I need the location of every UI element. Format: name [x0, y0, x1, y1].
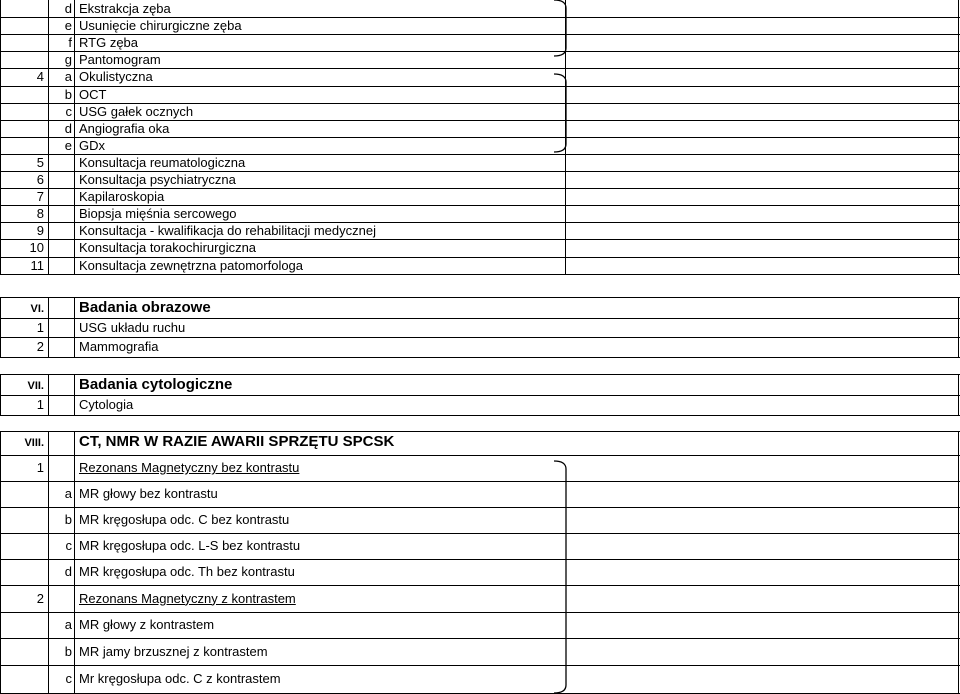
- column-divider: [48, 0, 49, 274]
- row-label: Kapilaroskopia: [79, 189, 165, 205]
- table-rule: [0, 585, 960, 586]
- table-rule: [0, 257, 960, 258]
- table-rule: [0, 357, 960, 358]
- row-letter: a: [64, 617, 72, 632]
- row-letter: g: [64, 52, 72, 68]
- section-title: CT, NMR W RAZIE AWARII SPRZĘTU SPCSK: [79, 433, 395, 450]
- row-number: 2: [36, 590, 44, 606]
- right-brace-mri: [552, 460, 572, 694]
- section-top-rule: [0, 431, 960, 432]
- column-divider: [958, 374, 959, 415]
- row-number: 4: [36, 69, 44, 85]
- column-divider: [958, 297, 959, 357]
- table-rule: [0, 68, 960, 69]
- row-number: 9: [36, 223, 44, 239]
- table-rule: [0, 337, 960, 338]
- row-number: 2: [36, 339, 44, 354]
- table-rule: [0, 239, 960, 240]
- row-number: 10: [29, 240, 44, 256]
- table-rule: [0, 395, 960, 396]
- row-letter: e: [64, 18, 72, 34]
- row-letter: b: [64, 86, 72, 102]
- row-letter: c: [65, 103, 72, 119]
- row-label: Konsultacja zewnętrzna patomorfologa: [79, 257, 304, 273]
- row-label: MR kręgosłupa odc. Th bez kontrastu: [79, 564, 295, 579]
- column-divider: [0, 431, 1, 693]
- table-rule: [0, 51, 960, 52]
- row-label: Konsultacja torakochirurgiczna: [79, 240, 257, 256]
- row-label: Rezonans Magnetyczny bez kontrastu: [79, 460, 300, 475]
- column-divider: [48, 297, 49, 357]
- column-divider: [958, 431, 959, 693]
- row-label: Ekstrakcja zęba: [79, 1, 171, 16]
- column-divider: [74, 374, 75, 415]
- row-label: Cytologia: [79, 397, 134, 412]
- row-letter: c: [65, 538, 72, 553]
- row-label: MR głowy z kontrastem: [79, 617, 215, 632]
- row-label: Konsultacja - kwalifikacja do rehabilitacji medycznej: [79, 223, 376, 239]
- row-letter: e: [64, 137, 72, 153]
- row-number: 1: [36, 397, 44, 412]
- row-letter: d: [64, 120, 72, 136]
- table-rule: [0, 481, 960, 482]
- row-label: MR jamy brzusznej z kontrastem: [79, 643, 268, 659]
- row-number: 6: [36, 172, 44, 187]
- row-label: Mr kręgosłupa odc. C z kontrastem: [79, 671, 281, 686]
- table-rule: [0, 665, 960, 666]
- column-divider: [0, 374, 1, 415]
- column-divider: [958, 0, 959, 274]
- row-number: 7: [36, 189, 44, 205]
- column-divider: [74, 431, 75, 693]
- row-letter: b: [64, 643, 72, 659]
- table-rule: [0, 222, 960, 223]
- row-label: Okulistyczna: [79, 69, 153, 85]
- table-rule: [0, 34, 960, 35]
- table-rule: [0, 205, 960, 206]
- row-label: Konsultacja reumatologiczna: [79, 154, 246, 170]
- row-letter: d: [64, 1, 72, 16]
- table-rule: [0, 120, 960, 121]
- row-letter: a: [64, 69, 72, 85]
- table-rule: [0, 137, 960, 138]
- table-rule: [0, 86, 960, 87]
- section-top-rule: [0, 374, 960, 375]
- right-brace-ophthalmology: [552, 73, 572, 153]
- row-number: 5: [36, 154, 44, 170]
- row-number: 1: [36, 460, 44, 475]
- row-label: USG układu ruchu: [79, 319, 186, 335]
- column-divider: [48, 431, 49, 693]
- row-number: 11: [30, 257, 44, 273]
- section-top-rule: [0, 297, 960, 298]
- table-rule: [0, 455, 960, 456]
- table-rule: [0, 533, 960, 534]
- section-roman: VII.: [27, 380, 44, 392]
- row-label: Mammografia: [79, 339, 159, 354]
- row-label: MR kręgosłupa odc. L-S bez kontrastu: [79, 538, 301, 553]
- table-rule: [0, 638, 960, 639]
- row-letter: a: [64, 486, 72, 501]
- row-label: USG gałek ocznych: [79, 103, 194, 119]
- right-brace-dental: [552, 0, 572, 57]
- row-number: 8: [36, 206, 44, 222]
- column-divider: [0, 297, 1, 357]
- row-label: OCT: [79, 86, 107, 102]
- row-label: Rezonans Magnetyczny z kontrastem: [79, 590, 296, 606]
- row-label: RTG zęba: [79, 35, 139, 51]
- row-letter: b: [64, 512, 72, 527]
- table-rule: [0, 612, 960, 613]
- section-title: Badania cytologiczne: [79, 376, 233, 393]
- row-label: MR kręgosłupa odc. C bez kontrastu: [79, 512, 290, 527]
- row-label: Usunięcie chirurgiczne zęba: [79, 18, 242, 34]
- table-rule: [0, 415, 960, 416]
- row-letter: d: [64, 564, 72, 579]
- column-divider: [48, 374, 49, 415]
- section-roman: VIII.: [24, 437, 44, 449]
- row-label: MR głowy bez kontrastu: [79, 486, 218, 501]
- table-rule: [0, 17, 960, 18]
- table-rule: [0, 274, 960, 275]
- table-rule: [0, 507, 960, 508]
- table-rule: [0, 188, 960, 189]
- row-label: Biopsja mięśnia sercowego: [79, 206, 237, 222]
- table-rule: [0, 559, 960, 560]
- row-label: Konsultacja psychiatryczna: [79, 172, 236, 187]
- section-roman: VI.: [30, 303, 44, 315]
- row-letter: c: [65, 671, 72, 686]
- table-rule: [0, 103, 960, 104]
- row-letter: f: [68, 35, 72, 51]
- table-rule: [0, 154, 960, 155]
- table-rule: [0, 171, 960, 172]
- row-label: Pantomogram: [79, 52, 161, 68]
- row-label: Angiografia oka: [79, 120, 170, 136]
- column-divider: [74, 0, 75, 274]
- row-label: GDx: [79, 137, 105, 153]
- column-divider: [0, 0, 1, 274]
- row-number: 1: [36, 319, 44, 335]
- column-divider: [74, 297, 75, 357]
- section-title: Badania obrazowe: [79, 299, 211, 316]
